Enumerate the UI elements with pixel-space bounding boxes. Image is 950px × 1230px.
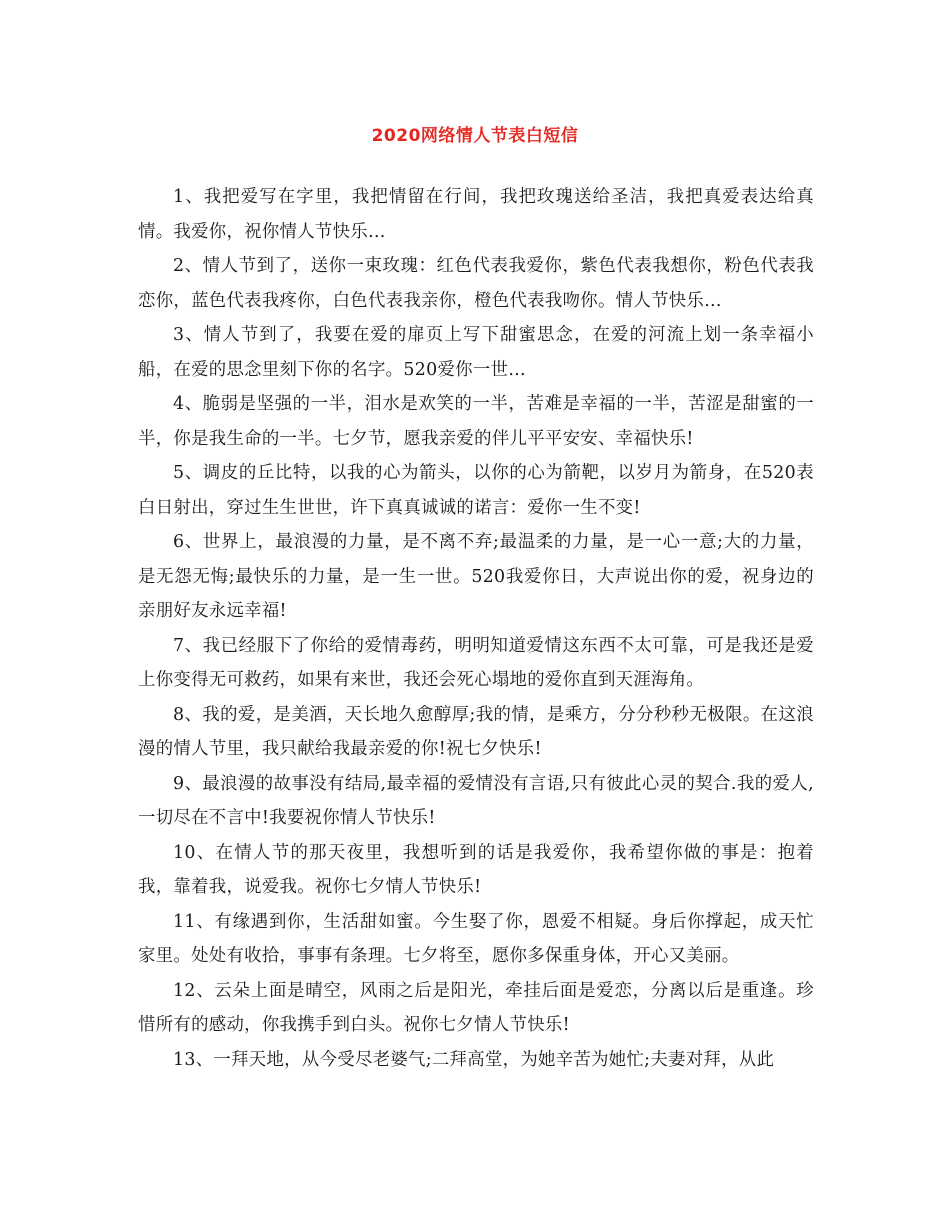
paragraph-8: 8、我的爱，是美酒，天长地久愈醇厚;我的情，是乘方，分分秒秒无极限。在这浪漫的情人节里，我只献给我最亲爱的你!祝七夕快乐!: [138, 704, 814, 759]
paragraph-7: 7、我已经服下了你给的爱情毒药，明明知道爱情这东西不太可靠，可是我还是爱上你变得无可救药，如果有来世，我还会死心塌地的爱你直到天涯海角。: [138, 635, 814, 690]
paragraph-6: 6、世界上，最浪漫的力量，是不离不弃;最温柔的力量，是一心一意;大的力量，是无怨无悔;最快乐的力量，是一生一世。520我爱你日，大声说出你的爱，祝身边的亲朋好友永远幸福!: [138, 532, 814, 621]
paragraph-11: 11、有缘遇到你，生活甜如蜜。今生娶了你，恩爱不相疑。身后你撑起，成天忙家里。处处有收拾，事事有条理。七夕将至，愿你多保重身体，开心又美丽。: [138, 911, 814, 966]
paragraph-13: 13、一拜天地，从今受尽老婆气;二拜高堂，为她辛苦为她忙;夫妻对拜，从此: [173, 1049, 775, 1070]
paragraph-4: 4、脆弱是坚强的一半，泪水是欢笑的一半，苦难是幸福的一半，苦涩是甜蜜的一半，你是我生命的一半。七夕节，愿我亲爱的伴儿平平安安、幸福快乐!: [138, 394, 814, 449]
paragraph-12: 12、云朵上面是晴空，风雨之后是阳光，牵挂后面是爱恋，分离以后是重逢。珍惜所有的感动，你我携手到白头。祝你七夕情人节快乐!: [138, 980, 814, 1035]
paragraph-2: 2、情人节到了，送你一束玫瑰：红色代表我爱你，紫色代表我想你，粉色代表我恋你，蓝色代表我疼你，白色代表我亲你，橙色代表我吻你。情人节快乐…: [138, 256, 814, 311]
paragraph-5: 5、调皮的丘比特，以我的心为箭头，以你的心为箭靶，以岁月为箭身，在520表白日射出，穿过生生世世，许下真真诚诚的诺言：爱你一生不变!: [138, 463, 814, 518]
paragraph-10: 10、在情人节的那天夜里，我想听到的话是我爱你，我希望你做的事是：抱着我，靠着我，说爱我。祝你七夕情人节快乐!: [138, 842, 814, 897]
paragraph-3: 3、情人节到了，我要在爱的扉页上写下甜蜜思念，在爱的河流上划一条幸福小船，在爱的思念里刻下你的名字。520爱你一世…: [138, 325, 814, 380]
document-body: [138, 180, 814, 1077]
document-title: 2020网络情人节表白短信: [371, 126, 579, 146]
paragraph-9: 9、最浪漫的故事没有结局,最幸福的爱情没有言语,只有彼此心灵的契合.我的爱人,一切尽在不言中!我要祝你情人节快乐!: [138, 773, 814, 828]
paragraph-1: 1、我把爱写在字里，我把情留在行间，我把玫瑰送给圣洁，我把真爱表达给真情。我爱你，祝你情人节快乐…: [138, 187, 814, 242]
